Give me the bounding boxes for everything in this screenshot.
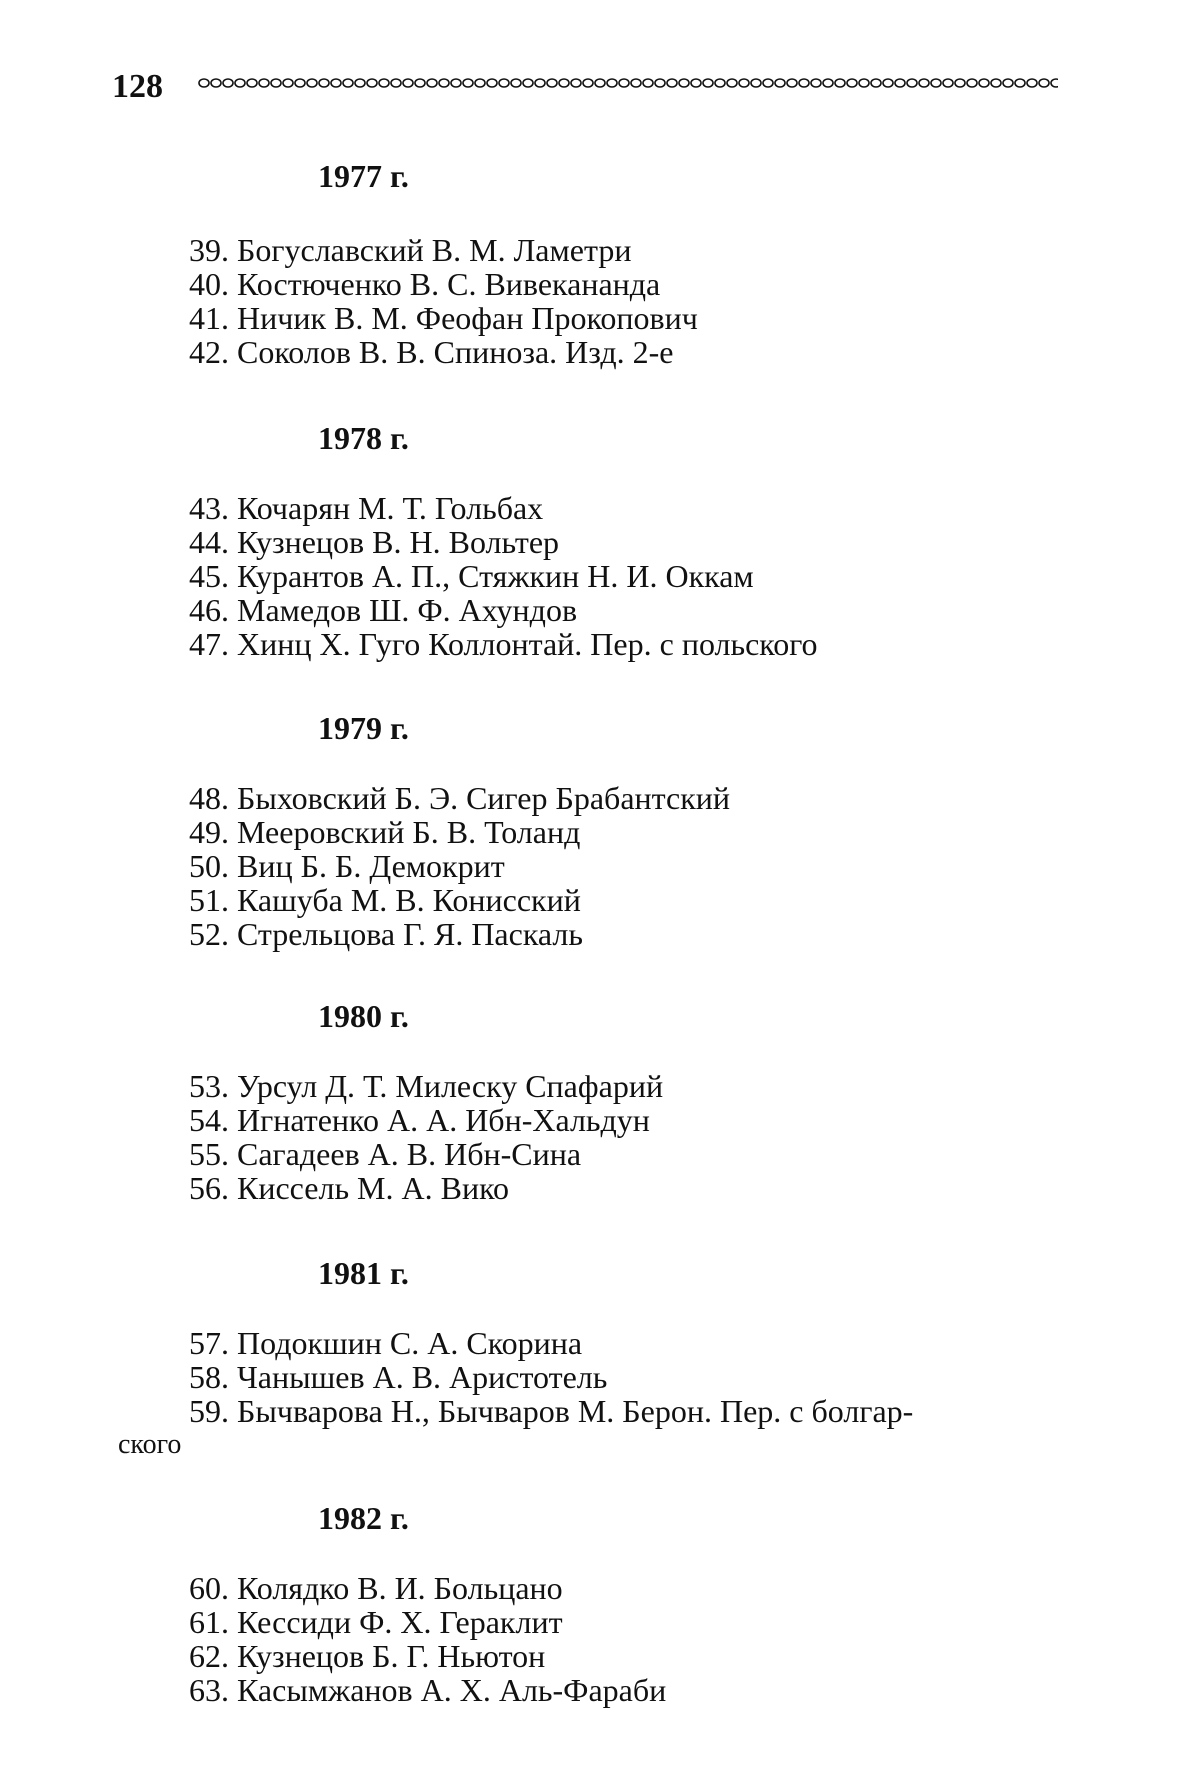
list-item xyxy=(165,1068,663,1105)
item-number: 49. xyxy=(189,814,229,850)
item-text: Быховский Б. Э. Сигер Брабантский xyxy=(237,780,731,816)
item-number: 63. xyxy=(189,1672,229,1708)
item-text: Касымжанов А. Х. Аль-Фараби xyxy=(237,1672,667,1708)
year-heading: 1977 г. xyxy=(318,158,409,194)
item-text: Кузнецов Б. Г. Ньютон xyxy=(237,1638,546,1674)
item-text: Игнатенко А. А. Ибн-Хальдун xyxy=(237,1102,650,1138)
item-number: 39. xyxy=(189,232,229,268)
item-number: 48. xyxy=(189,780,229,816)
list-item xyxy=(165,334,673,371)
list-item xyxy=(165,266,660,303)
item-number: 40. xyxy=(189,266,229,302)
list-item xyxy=(165,592,577,629)
list-item xyxy=(165,300,698,337)
item-text: Колядко В. И. Больцано xyxy=(237,1570,563,1606)
item-text: Кессиди Ф. Х. Гераклит xyxy=(237,1604,563,1640)
item-number: 54. xyxy=(189,1102,229,1138)
item-text: Хинц Х. Гуго Коллонтай. Пер. с польского xyxy=(237,626,818,662)
page-number: 128 xyxy=(112,68,163,105)
list-item xyxy=(165,1102,650,1139)
item-number: 44. xyxy=(189,524,229,560)
list-item xyxy=(165,1393,913,1430)
list-item xyxy=(165,1136,581,1173)
item-text: Виц Б. Б. Демокрит xyxy=(237,848,505,884)
list-item xyxy=(165,848,505,885)
item-number: 51. xyxy=(189,882,229,918)
item-text: Бычварова Н., Бычваров М. Берон. Пер. с болгар- xyxy=(237,1393,914,1429)
item-number: 55. xyxy=(189,1136,229,1172)
item-number: 56. xyxy=(189,1170,229,1206)
item-number: 46. xyxy=(189,592,229,628)
year-heading: 1978 г. xyxy=(318,420,409,456)
item-text: Мамедов Ш. Ф. Ахундов xyxy=(237,592,578,628)
item-text: Подокшин С. А. Скорина xyxy=(237,1325,583,1361)
item-number: 58. xyxy=(189,1359,229,1395)
item-number: 43. xyxy=(189,490,229,526)
item-text-continuation: ского xyxy=(118,1429,182,1460)
list-item xyxy=(165,626,818,663)
list-item xyxy=(165,524,559,561)
item-number: 41. xyxy=(189,300,229,336)
year-heading: 1980 г. xyxy=(318,998,409,1034)
item-text: Богуславский В. М. Ламетри xyxy=(237,232,632,268)
list-item xyxy=(165,814,580,851)
item-number: 50. xyxy=(189,848,229,884)
item-text: Урсул Д. Т. Милеску Спафарий xyxy=(237,1068,664,1104)
year-heading: 1981 г. xyxy=(318,1255,409,1291)
item-text: Кочарян М. Т. Гольбах xyxy=(237,490,544,526)
list-item xyxy=(165,558,754,595)
year-heading: 1979 г. xyxy=(318,710,409,746)
list-item xyxy=(165,1638,545,1675)
item-text: Кузнецов В. Н. Вольтер xyxy=(237,524,560,560)
item-text: Ничик В. М. Феофан Прокопович xyxy=(237,300,698,336)
list-item xyxy=(165,1359,607,1396)
year-heading: 1982 г. xyxy=(318,1500,409,1536)
item-number: 53. xyxy=(189,1068,229,1104)
item-number: 57. xyxy=(189,1325,229,1361)
item-number: 60. xyxy=(189,1570,229,1606)
item-number: 62. xyxy=(189,1638,229,1674)
list-item xyxy=(165,882,581,919)
item-text: Курантов А. П., Стяжкин Н. И. Оккам xyxy=(237,558,754,594)
list-item xyxy=(165,232,631,269)
item-text: Соколов В. В. Спиноза. Изд. 2-е xyxy=(237,334,674,370)
item-text: Чанышев А. В. Аристотель xyxy=(237,1359,608,1395)
item-number: 42. xyxy=(189,334,229,370)
item-text: Киссель М. А. Вико xyxy=(237,1170,509,1206)
list-item xyxy=(165,1604,563,1641)
item-number: 61. xyxy=(189,1604,229,1640)
list-item xyxy=(165,1672,666,1709)
item-text: Стрельцова Г. Я. Паскаль xyxy=(237,916,583,952)
list-item xyxy=(165,780,730,817)
item-text: Костюченко В. С. Вивекананда xyxy=(237,266,661,302)
item-number: 52. xyxy=(189,916,229,952)
item-number: 45. xyxy=(189,558,229,594)
item-text: Мееровский Б. В. Толанд xyxy=(237,814,581,850)
list-item xyxy=(165,490,543,527)
list-item xyxy=(165,1170,509,1207)
header-ornament xyxy=(198,76,1058,90)
item-number: 47. xyxy=(189,626,229,662)
item-text: Кашуба М. В. Конисский xyxy=(237,882,581,918)
list-item xyxy=(165,1325,582,1362)
list-item xyxy=(165,916,583,953)
item-text: Сагадеев А. В. Ибн-Сина xyxy=(237,1136,582,1172)
list-item xyxy=(165,1570,563,1607)
item-number: 59. xyxy=(189,1393,229,1429)
